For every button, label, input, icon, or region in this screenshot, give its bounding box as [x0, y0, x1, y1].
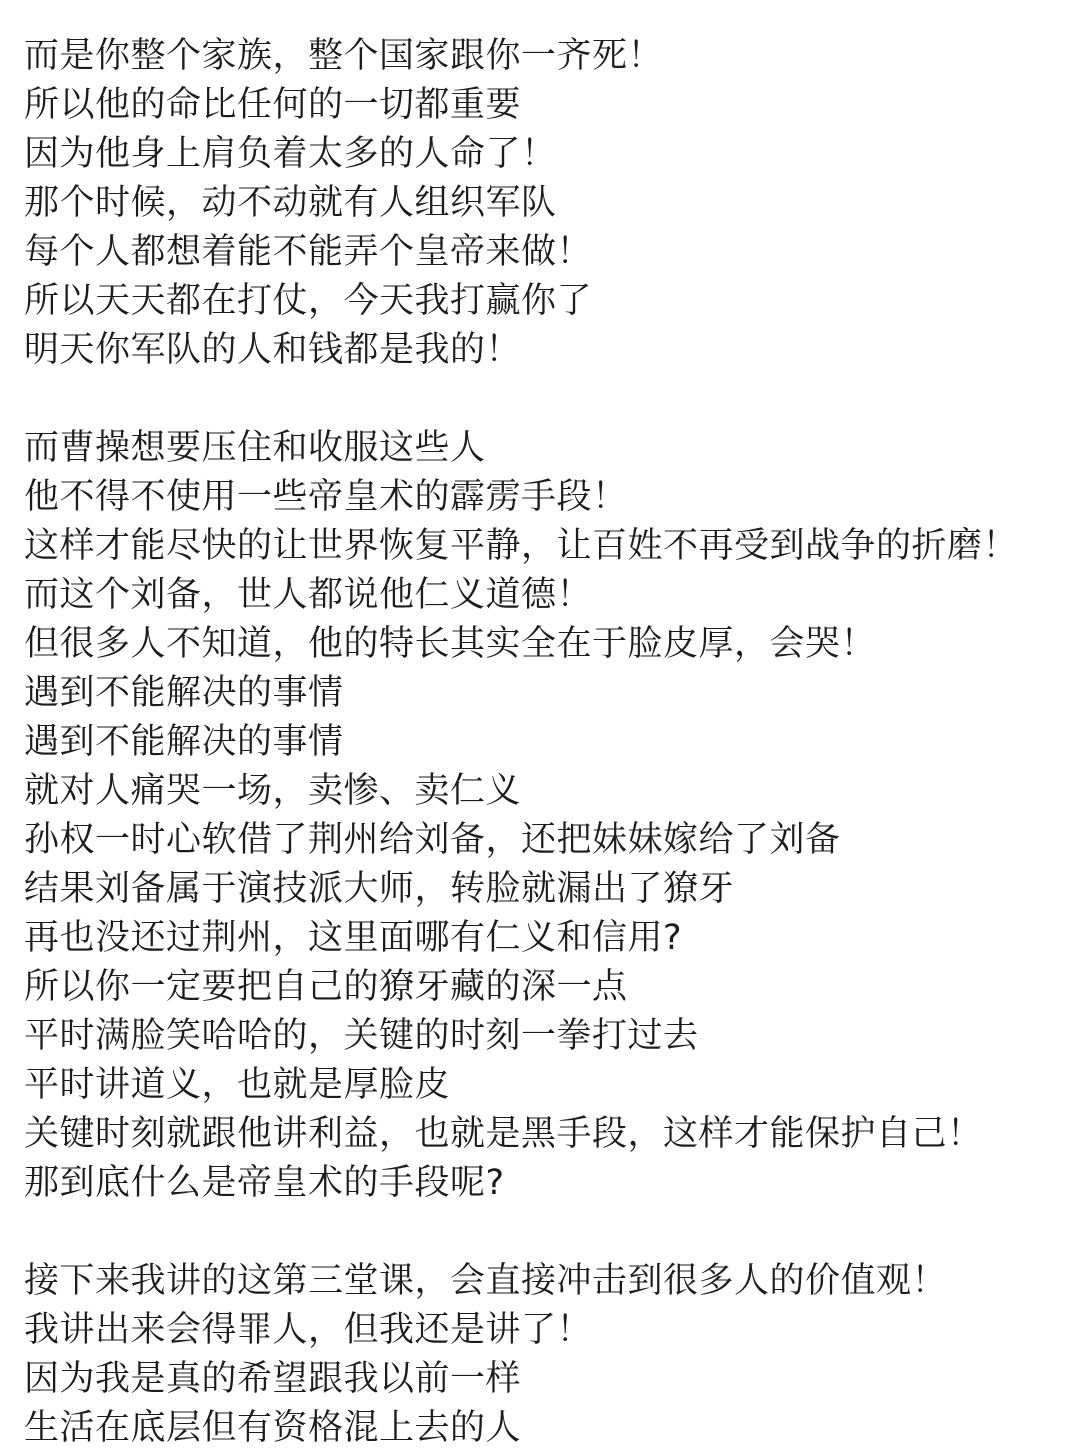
- text-line: 每个人都想着能不能弄个皇帝来做！: [24, 232, 593, 272]
- text-line: 关键时刻就跟他讲利益，也就是黑手段，这样才能保护自己！: [24, 1114, 983, 1154]
- text-line: 这样才能尽快的让世界恢复平静，让百姓不再受到战争的折磨！: [24, 526, 1019, 566]
- text-line: 结果刘备属于演技派大师，转脸就漏出了獠牙: [24, 869, 735, 909]
- paragraph-1: [24, 32, 1080, 375]
- paragraph-3: [24, 1257, 1080, 1453]
- text-line: 平时满脸笑哈哈的，关键的时刻一拳打过去: [24, 1016, 699, 1056]
- text-line: 生活在底层但有资格混上去的人: [24, 1408, 522, 1448]
- text-line: 因为他身上肩负着太多的人命了！: [24, 134, 557, 174]
- text-line: 遇到不能解决的事情: [24, 673, 344, 713]
- text-line: 而曹操想要压住和收服这些人: [24, 428, 486, 468]
- text-line: 我讲出来会得罪人，但我还是讲了！: [24, 1310, 593, 1350]
- text-line: 遇到不能解决的事情: [24, 722, 344, 762]
- paragraph-gap: [24, 1208, 1080, 1257]
- text-line: 平时讲道义，也就是厚脸皮: [24, 1065, 451, 1105]
- text-line: 接下来我讲的这第三堂课，会直接冲击到很多人的价值观！: [24, 1261, 948, 1301]
- text-line: 他不得不使用一些帝皇术的霹雳手段！: [24, 477, 628, 517]
- text-line: 明天你军队的人和钱都是我的！: [24, 330, 522, 370]
- text-line: 就对人痛哭一场，卖惨、卖仁义: [24, 771, 522, 811]
- text-line: 再也没还过荆州，这里面哪有仁义和信用?: [24, 918, 683, 958]
- text-line: 而这个刘备，世人都说他仁义道德！: [24, 575, 593, 615]
- text-line: 孙权一时心软借了荆州给刘备，还把妹妹嫁给了刘备: [24, 820, 841, 860]
- paragraph-2: [24, 424, 1080, 1208]
- text-line: 那个时候，动不动就有人组织军队: [24, 183, 557, 223]
- text-line: 所以你一定要把自己的獠牙藏的深一点: [24, 967, 628, 1007]
- text-line: 那到底什么是帝皇术的手段呢?: [24, 1163, 505, 1203]
- document-body: [24, 0, 1080, 1453]
- paragraph-gap: [24, 375, 1080, 424]
- text-line: 但很多人不知道，他的特长其实全在于脸皮厚，会哭！: [24, 624, 877, 664]
- text-line: 而是你整个家族，整个国家跟你一齐死！: [24, 36, 664, 76]
- text-line: 所以他的命比任何的一切都重要: [24, 85, 522, 125]
- text-line: 所以天天都在打仗，今天我打赢你了: [24, 281, 593, 321]
- text-line: 因为我是真的希望跟我以前一样: [24, 1359, 522, 1399]
